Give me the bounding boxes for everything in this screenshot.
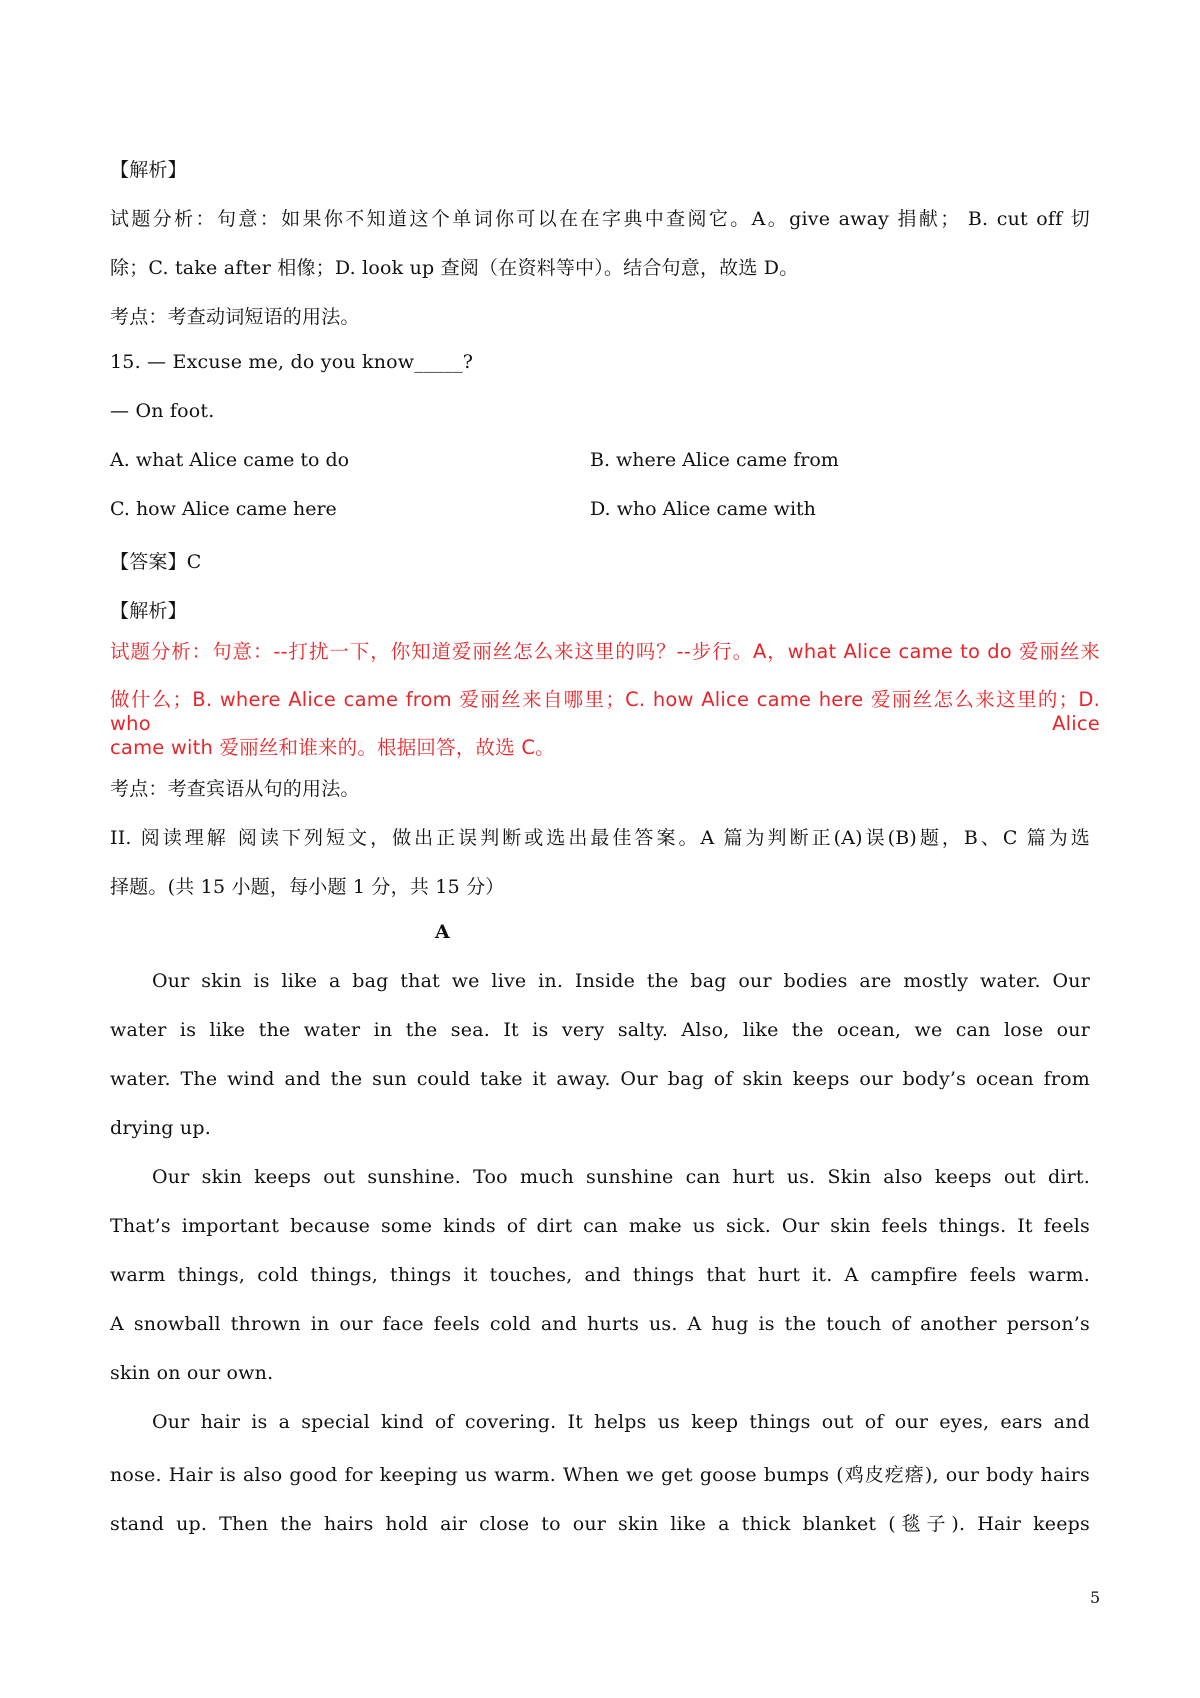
passage-line: nose. Hair is also good for keeping us warm. When we get goose bumps (鸡皮疙瘩), our body hairs (110, 1464, 1090, 1486)
option-a: A. what Alice came to do (110, 449, 350, 471)
passage-line: Our hair is a special kind of covering. It helps us keep things out of our eyes, ears and (152, 1411, 1090, 1433)
passage-line: That’s important because some kinds of dirt can make us sick. Our skin feels things. It feels (110, 1215, 1090, 1237)
passage-line: Our skin keeps out sunshine. Too much sunshine can hurt us. Skin also keeps out dirt. (152, 1166, 1090, 1188)
option-c: C. how Alice came here (110, 498, 337, 520)
analysis2-line1: 试题分析：句意：--打扰一下，你知道爱丽丝怎么来这里的吗？--步行。A，what Alice came to do 爱丽丝来 (110, 640, 1100, 663)
passage-line: A snowball thrown in our face feels cold and hurts us. A hug is the touch of another person’s (110, 1313, 1090, 1335)
analysis2-line2: 做什么；B. where Alice came from 爱丽丝来自哪里；C. how Alice came here 爱丽丝怎么来这里的；D. who Alice (110, 688, 1100, 735)
passage-line: water. The wind and the sun could take it away. Our bag of skin keeps our body’s ocean from (110, 1068, 1090, 1090)
question15-stem: 15. — Excuse me, do you know_____? (110, 351, 474, 373)
question15-reply: — On foot. (110, 400, 215, 422)
option-b: B. where Alice came from (590, 449, 839, 471)
passage-title: A (435, 921, 450, 943)
analysis1-line1: 试题分析：句意：如果你不知道这个单词你可以在在字典中查阅它。A。give away 捐献； B. cut off 切 (110, 208, 1090, 230)
analysis1-point: 考点：考查动词短语的用法。 (110, 306, 360, 328)
analysis2-line3: came with 爱丽丝和谁来的。根据回答，故选 C。 (110, 736, 555, 759)
passage-line: water is like the water in the sea. It is very salty. Also, like the ocean, we can lose our (110, 1019, 1090, 1041)
section2-line2: 择题。(共 15 小题，每小题 1 分，共 15 分） (110, 876, 505, 898)
question15-answer: 【答案】C (110, 551, 202, 573)
passage-line: skin on our own. (110, 1362, 274, 1384)
section2-line1: II. 阅读理解 阅读下列短文，做出正误判断或选出最佳答案。A 篇为判断正(A)误(B)题，B、C 篇为选 (110, 827, 1090, 849)
page-number: 5 (1090, 1588, 1101, 1607)
analysis1-line2: 除；C. take after 相像；D. look up 查阅（在资料等中）。结合句意，故选 D。 (110, 257, 799, 279)
option-d: D. who Alice came with (590, 498, 816, 520)
analysis2-point: 考点：考查宾语从句的用法。 (110, 778, 360, 800)
passage-line: drying up. (110, 1117, 211, 1139)
passage-line: Our skin is like a bag that we live in. Inside the bag our bodies are mostly water. Our (152, 970, 1090, 992)
analysis2-heading: 【解析】 (110, 600, 187, 622)
analysis1-heading: 【解析】 (110, 159, 187, 181)
passage-line: warm things, cold things, things it touches, and things that hurt it. A campfire feels warm. (110, 1264, 1090, 1286)
passage-line: stand up. Then the hairs hold air close to our skin like a thick blanket (毯子). Hair keeps (110, 1513, 1090, 1535)
